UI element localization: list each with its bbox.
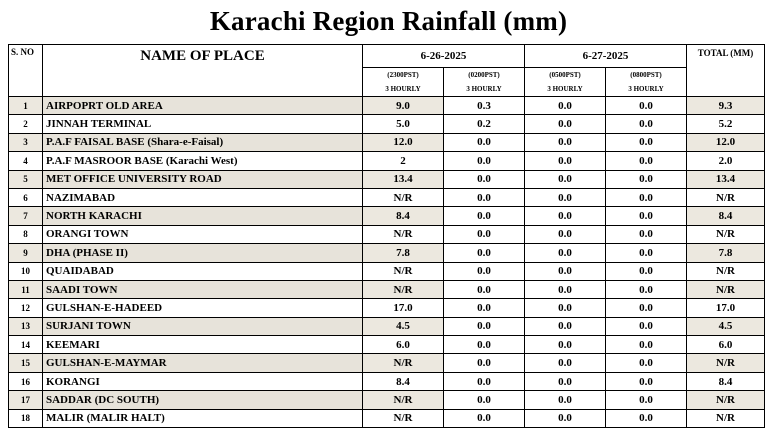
row-total: 13.4 [687, 170, 765, 188]
row-value-0500: 0.0 [525, 207, 606, 225]
row-value-0500: 0.0 [525, 409, 606, 427]
table-row [9, 409, 765, 427]
row-total: 9.3 [687, 97, 765, 115]
row-value-2300: 5.0 [363, 115, 444, 133]
row-value-0200: 0.0 [444, 133, 525, 151]
row-value-2300: 6.0 [363, 336, 444, 354]
row-value-0200: 0.2 [444, 115, 525, 133]
row-value-0200: 0.0 [444, 372, 525, 390]
row-sno: 1 [9, 97, 43, 115]
header-slot-4: (0800PST) 3 HOURLY [606, 68, 687, 97]
header-date-2: 6-27-2025 [525, 45, 687, 68]
row-value-0200: 0.0 [444, 409, 525, 427]
row-value-0500: 0.0 [525, 317, 606, 335]
row-total: 6.0 [687, 336, 765, 354]
header-slot-3: (0500PST) 3 HOURLY [525, 68, 606, 97]
row-place-name: NORTH KARACHI [43, 207, 363, 225]
header-slot-1: (2300PST) 3 HOURLY [363, 68, 444, 97]
row-value-0200: 0.0 [444, 354, 525, 372]
row-value-2300: N/R [363, 354, 444, 372]
row-value-2300: N/R [363, 225, 444, 243]
row-value-0800: 0.0 [606, 97, 687, 115]
table-row [9, 372, 765, 390]
row-place-name: MET OFFICE UNIVERSITY ROAD [43, 170, 363, 188]
header-name: NAME OF PLACE [43, 45, 363, 97]
row-value-0200: 0.0 [444, 262, 525, 280]
row-sno: 4 [9, 152, 43, 170]
row-value-0500: 0.0 [525, 188, 606, 206]
row-value-0200: 0.0 [444, 244, 525, 262]
row-value-2300: N/R [363, 391, 444, 409]
row-value-0800: 0.0 [606, 317, 687, 335]
rainfall-table [8, 44, 765, 428]
row-sno: 11 [9, 280, 43, 298]
row-place-name: KEEMARI [43, 336, 363, 354]
row-total: 2.0 [687, 152, 765, 170]
row-place-name: SAADI TOWN [43, 280, 363, 298]
row-sno: 7 [9, 207, 43, 225]
row-value-0500: 0.0 [525, 336, 606, 354]
table-row [9, 244, 765, 262]
table-row [9, 133, 765, 151]
row-value-0200: 0.0 [444, 391, 525, 409]
row-sno: 2 [9, 115, 43, 133]
row-total: 4.5 [687, 317, 765, 335]
row-value-0200: 0.3 [444, 97, 525, 115]
row-place-name: NAZIMABAD [43, 188, 363, 206]
row-value-2300: N/R [363, 409, 444, 427]
row-sno: 12 [9, 299, 43, 317]
row-value-0800: 0.0 [606, 115, 687, 133]
row-value-2300: N/R [363, 188, 444, 206]
table-row [9, 97, 765, 115]
row-value-0800: 0.0 [606, 244, 687, 262]
row-value-0500: 0.0 [525, 354, 606, 372]
header-slot-2: (0200PST) 3 HOURLY [444, 68, 525, 97]
row-value-0200: 0.0 [444, 207, 525, 225]
row-total: N/R [687, 262, 765, 280]
row-total: 5.2 [687, 115, 765, 133]
row-value-0200: 0.0 [444, 336, 525, 354]
row-place-name: GULSHAN-E-HADEED [43, 299, 363, 317]
table-row [9, 262, 765, 280]
row-value-0500: 0.0 [525, 372, 606, 390]
row-sno: 9 [9, 244, 43, 262]
row-value-0200: 0.0 [444, 225, 525, 243]
row-sno: 13 [9, 317, 43, 335]
header-date-1: 6-26-2025 [363, 45, 525, 68]
row-value-2300: 12.0 [363, 133, 444, 151]
row-place-name: DHA (PHASE II) [43, 244, 363, 262]
row-place-name: GULSHAN-E-MAYMAR [43, 354, 363, 372]
row-value-2300: 8.4 [363, 207, 444, 225]
row-sno: 5 [9, 170, 43, 188]
row-place-name: AIRPOPRT OLD AREA [43, 97, 363, 115]
row-sno: 10 [9, 262, 43, 280]
row-value-0500: 0.0 [525, 299, 606, 317]
row-value-0200: 0.0 [444, 170, 525, 188]
row-place-name: P.A.F FAISAL BASE (Shara-e-Faisal) [43, 133, 363, 151]
row-value-0800: 0.0 [606, 354, 687, 372]
row-value-2300: 9.0 [363, 97, 444, 115]
row-value-0800: 0.0 [606, 280, 687, 298]
row-total: 8.4 [687, 207, 765, 225]
row-value-0800: 0.0 [606, 299, 687, 317]
row-value-0500: 0.0 [525, 115, 606, 133]
table-row [9, 152, 765, 170]
table-row [9, 336, 765, 354]
row-value-2300: 2 [363, 152, 444, 170]
row-sno: 15 [9, 354, 43, 372]
row-value-0500: 0.0 [525, 152, 606, 170]
row-value-0500: 0.0 [525, 170, 606, 188]
table-row [9, 280, 765, 298]
table-row [9, 115, 765, 133]
row-place-name: SADDAR (DC SOUTH) [43, 391, 363, 409]
row-sno: 16 [9, 372, 43, 390]
header-total: TOTAL (MM) [687, 45, 765, 97]
row-value-0800: 0.0 [606, 336, 687, 354]
row-total: 8.4 [687, 372, 765, 390]
row-value-0800: 0.0 [606, 372, 687, 390]
row-total: 7.8 [687, 244, 765, 262]
row-value-0500: 0.0 [525, 133, 606, 151]
row-value-0800: 0.0 [606, 409, 687, 427]
table-row [9, 354, 765, 372]
row-value-2300: N/R [363, 280, 444, 298]
row-value-0800: 0.0 [606, 207, 687, 225]
table-row [9, 188, 765, 206]
row-value-0800: 0.0 [606, 152, 687, 170]
row-total: N/R [687, 188, 765, 206]
row-value-2300: 7.8 [363, 244, 444, 262]
row-value-0800: 0.0 [606, 262, 687, 280]
row-sno: 3 [9, 133, 43, 151]
row-value-2300: 8.4 [363, 372, 444, 390]
row-total: N/R [687, 391, 765, 409]
row-sno: 14 [9, 336, 43, 354]
row-total: N/R [687, 225, 765, 243]
row-place-name: KORANGI [43, 372, 363, 390]
row-place-name: SURJANI TOWN [43, 317, 363, 335]
header-sno: S. NO [9, 45, 43, 97]
row-total: N/R [687, 280, 765, 298]
row-place-name: JINNAH TERMINAL [43, 115, 363, 133]
table-row [9, 317, 765, 335]
page-title: Karachi Region Rainfall (mm) [209, 6, 568, 36]
row-total: 12.0 [687, 133, 765, 151]
row-value-0800: 0.0 [606, 225, 687, 243]
row-total: 17.0 [687, 299, 765, 317]
row-total: N/R [687, 354, 765, 372]
row-value-0800: 0.0 [606, 391, 687, 409]
row-value-2300: 17.0 [363, 299, 444, 317]
row-sno: 6 [9, 188, 43, 206]
row-place-name: P.A.F MASROOR BASE (Karachi West) [43, 152, 363, 170]
row-value-2300: N/R [363, 262, 444, 280]
row-place-name: ORANGI TOWN [43, 225, 363, 243]
row-total: N/R [687, 409, 765, 427]
row-value-0200: 0.0 [444, 317, 525, 335]
table-row [9, 299, 765, 317]
table-row [9, 207, 765, 225]
row-place-name: QUAIDABAD [43, 262, 363, 280]
row-value-0200: 0.0 [444, 188, 525, 206]
row-value-0500: 0.0 [525, 262, 606, 280]
row-value-2300: 4.5 [363, 317, 444, 335]
row-value-2300: 13.4 [363, 170, 444, 188]
table-row [9, 391, 765, 409]
row-value-0500: 0.0 [525, 97, 606, 115]
row-value-0500: 0.0 [525, 225, 606, 243]
row-value-0800: 0.0 [606, 133, 687, 151]
table-row [9, 170, 765, 188]
row-value-0500: 0.0 [525, 280, 606, 298]
row-sno: 18 [9, 409, 43, 427]
row-value-0200: 0.0 [444, 152, 525, 170]
row-value-0500: 0.0 [525, 244, 606, 262]
row-value-0800: 0.0 [606, 188, 687, 206]
row-sno: 8 [9, 225, 43, 243]
row-sno: 17 [9, 391, 43, 409]
row-value-0200: 0.0 [444, 299, 525, 317]
row-value-0200: 0.0 [444, 280, 525, 298]
row-value-0800: 0.0 [606, 170, 687, 188]
row-place-name: MALIR (MALIR HALT) [43, 409, 363, 427]
table-row [9, 225, 765, 243]
row-value-0500: 0.0 [525, 391, 606, 409]
